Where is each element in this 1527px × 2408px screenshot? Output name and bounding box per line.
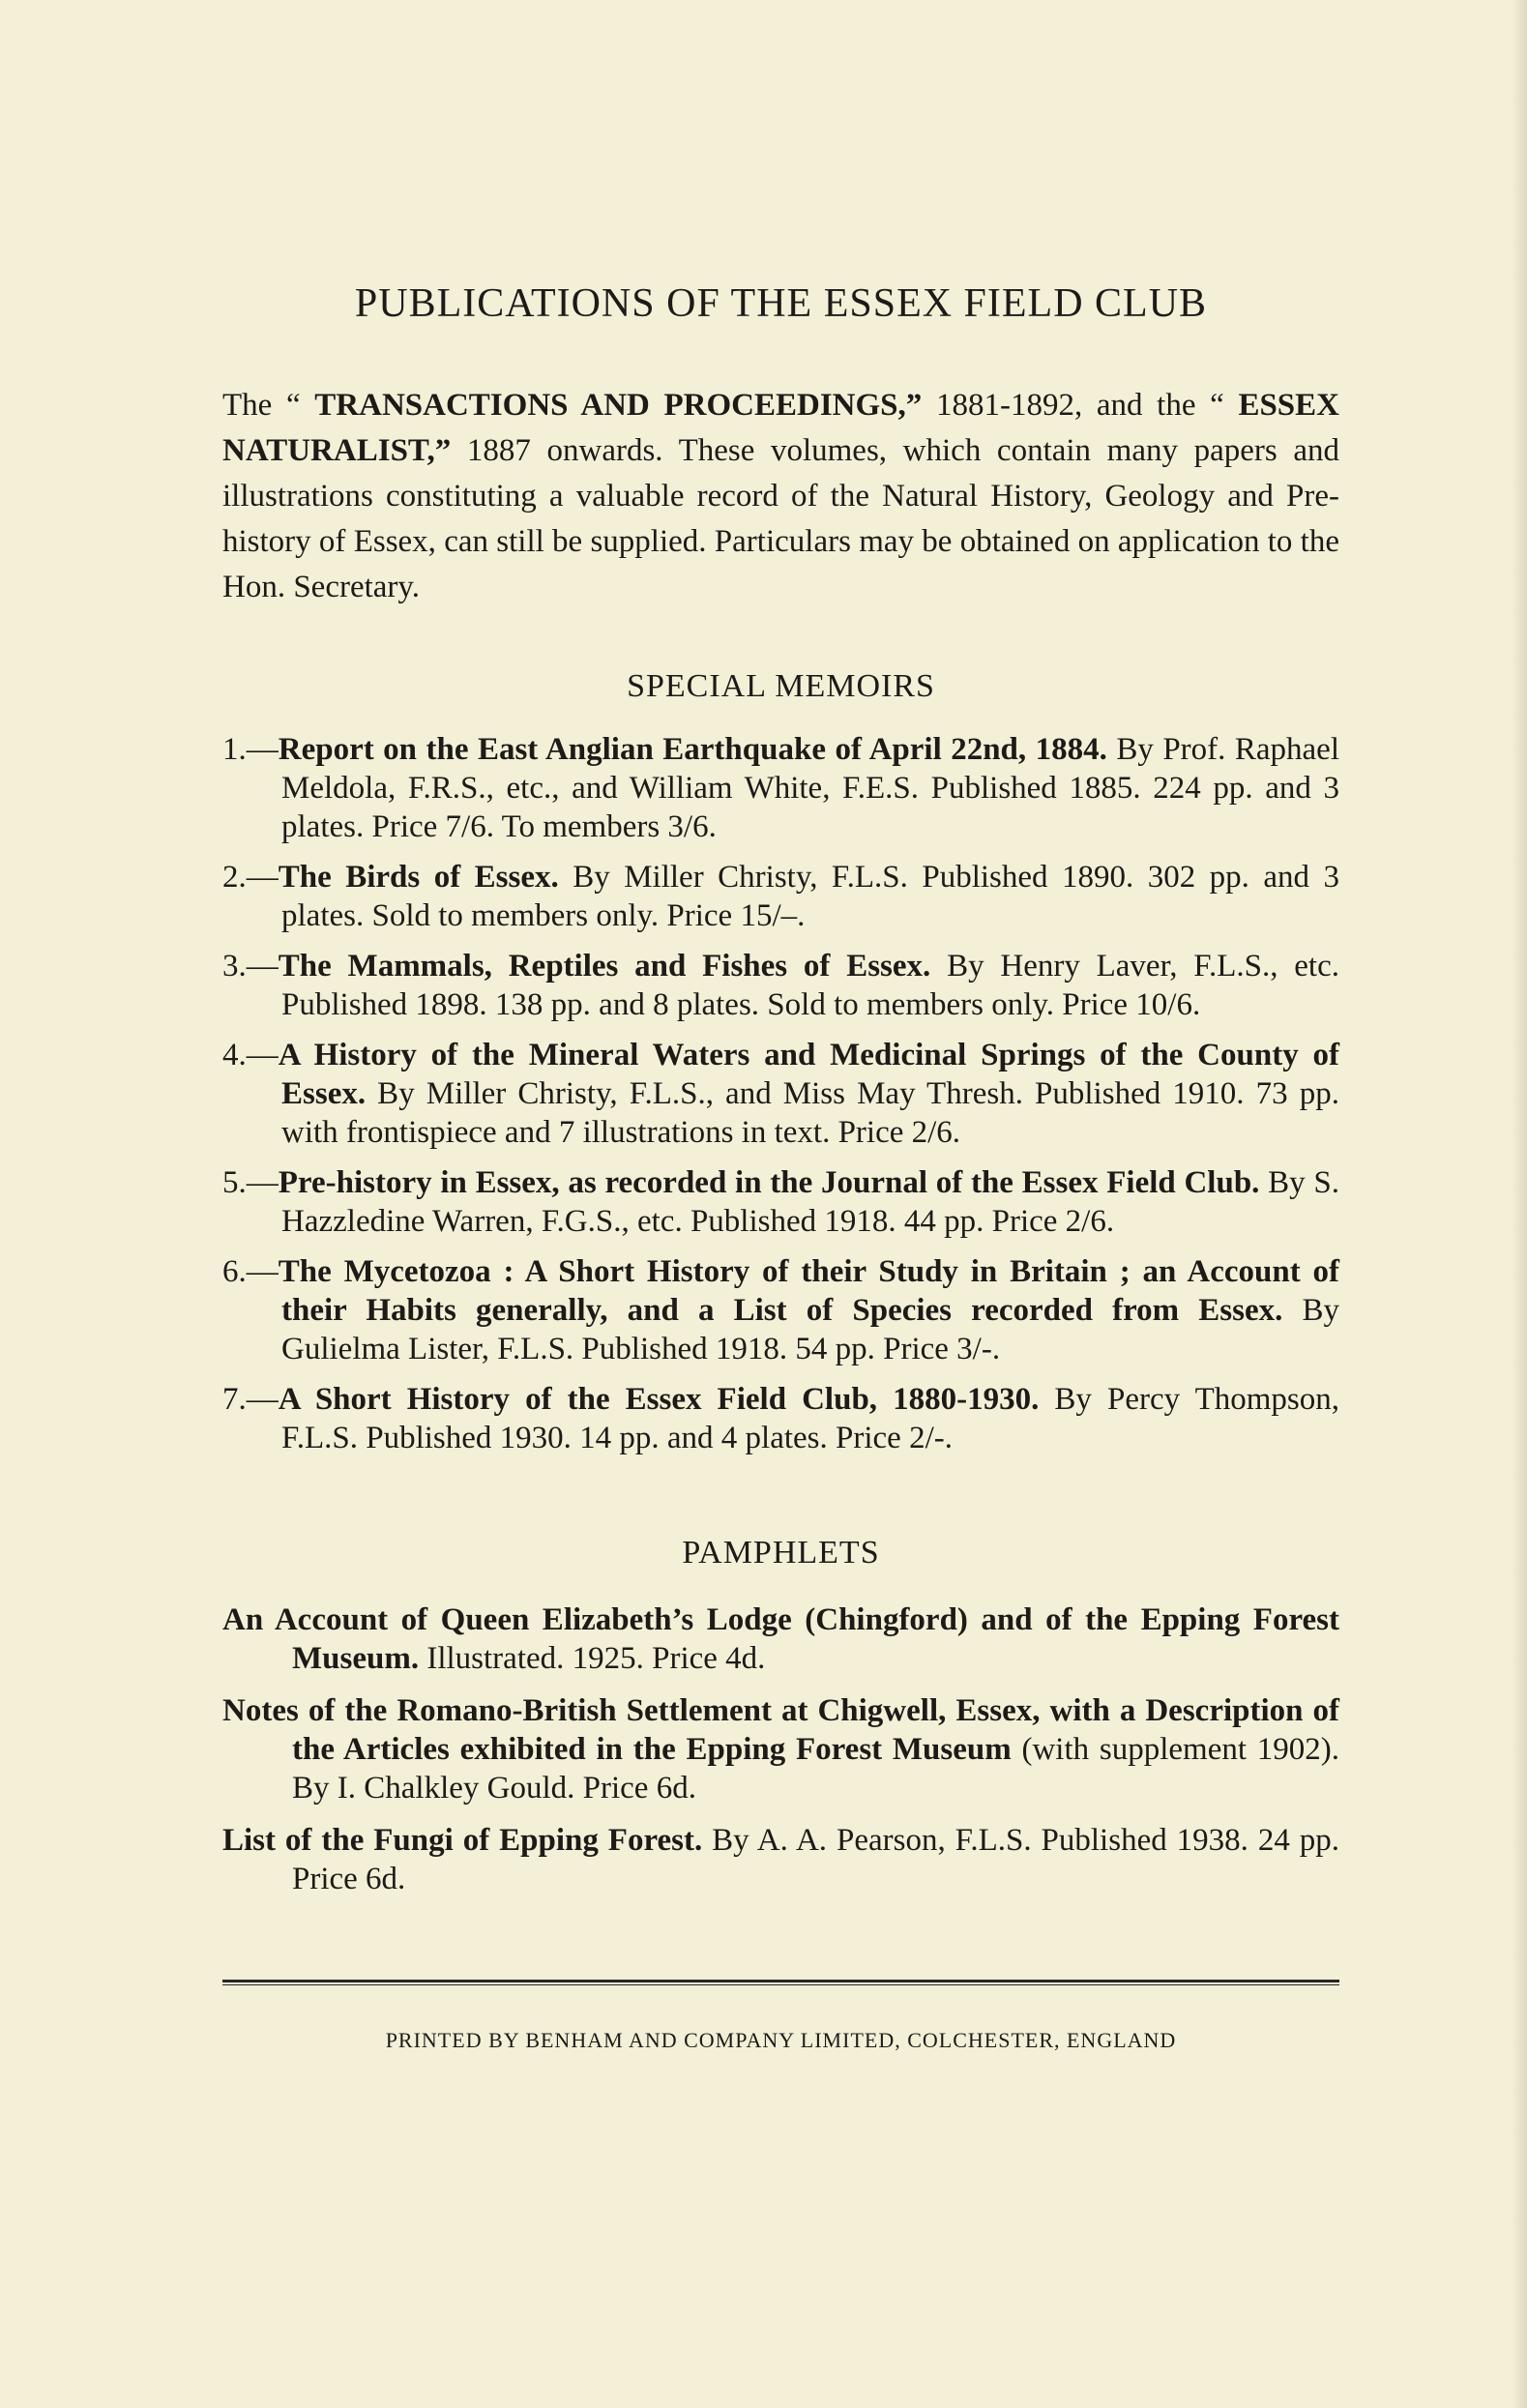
memoir-details: By Miller Christy, F.L.S. Published 1890. 302 pp. and 3 plates. Sold to members only. Price 15/–.	[281, 860, 1339, 933]
memoir-title: The Mycetozoa : A Short History of their Study in Britain ; an Account of their Habits generally, and a List of Species recorded from Essex.	[278, 1254, 1339, 1328]
memoir-title: Report on the East Anglian Earthquake of April 22nd, 1884.	[278, 732, 1107, 767]
pamphlet-item	[222, 1691, 1339, 1807]
memoir-details: By Miller Christy, F.L.S., and Miss May Thresh. Published 1910. 73 pp. with frontispiece and 7 illustrations in text. Price 2/6.	[281, 1076, 1339, 1150]
memoir-details: By Henry Laver, F.L.S., etc. Published 1898. 138 pp. and 8 plates. Sold to members only. Price 10/6.	[281, 949, 1339, 1022]
memoir-item	[222, 858, 1339, 935]
intro-text-2: 1881-1892, and the “	[922, 388, 1239, 423]
pamphlet-title: Notes of the Romano-British Settlement at Chigwell, Essex, with a Description of the Articles exhibited in the Epping Forest Museum	[222, 1693, 1339, 1767]
memoir-number: 3.—	[222, 949, 279, 984]
pamphlet-item	[222, 1821, 1339, 1898]
page-edge-shadow	[1512, 0, 1527, 2408]
intro-bold-1: TRANSACTIONS AND PROCEEDINGS,”	[314, 388, 923, 423]
intro-text-1: The “	[222, 388, 315, 423]
memoir-title: The Birds of Essex.	[278, 860, 559, 895]
memoir-number: 6.—	[222, 1254, 279, 1289]
memoir-title: The Mammals, Reptiles and Fishes of Essex.	[278, 949, 931, 984]
memoir-details: By Prof. Raphael Meldola, F.R.S., etc., and William White, F.E.S. Published 1885. 224 pp. and 3 plates. Price 7/6. To members 3/6.	[281, 732, 1339, 844]
pamphlet-details: (with supplement 1902). By I. Chalkley Gould. Price 6d.	[292, 1732, 1339, 1806]
pamphlets-heading: PAMPHLETS	[682, 1535, 880, 1571]
memoir-details: By Gulielma Lister, F.L.S. Published 1918. 54 pp. Price 3/-.	[281, 1293, 1339, 1366]
pamphlets-list	[222, 1600, 1339, 1898]
pamphlet-details: Illustrated. 1925. Price 4d.	[419, 1641, 766, 1676]
printer-imprint: PRINTED BY BENHAM AND COMPANY LIMITED, COLCHESTER, ENGLAND	[385, 2028, 1177, 2052]
memoir-title: Pre-history in Essex, as recorded in the Journal of the Essex Field Club.	[278, 1165, 1260, 1200]
memoir-number: 4.—	[222, 1038, 279, 1072]
memoir-details: By Percy Thompson, F.L.S. Published 1930. 14 pp. and 4 plates. Price 2/-.	[281, 1382, 1339, 1455]
intro-bold-2: ESSEX NATURALIST,”	[222, 388, 1339, 468]
pamphlet-details: By A. A. Pearson, F.L.S. Published 1938. 24 pp. Price 6d.	[292, 1823, 1339, 1896]
memoir-item	[222, 1163, 1339, 1241]
pamphlet-title: List of the Fungi of Epping Forest.	[222, 1823, 703, 1858]
memoir-item	[222, 1380, 1339, 1457]
document-page	[222, 280, 1339, 2053]
special-memoirs-list	[222, 730, 1339, 1457]
memoir-details: By S. Hazzledine Warren, F.G.S., etc. Published 1918. 44 pp. Price 2/6.	[281, 1165, 1339, 1239]
pamphlet-title: An Account of Queen Elizabeth’s Lodge (Chingford) and of the Epping Forest Museum.	[222, 1602, 1339, 1676]
memoir-number: 2.—	[222, 860, 279, 895]
pamphlet-item	[222, 1600, 1339, 1678]
memoir-item	[222, 1036, 1339, 1152]
memoir-title: A History of the Mineral Waters and Medicinal Springs of the County of Essex.	[278, 1038, 1339, 1111]
page-title: PUBLICATIONS OF THE ESSEX FIELD CLUB	[354, 281, 1208, 326]
memoir-title: A Short History of the Essex Field Club, 1880-1930.	[278, 1382, 1040, 1417]
memoir-number: 1.—	[222, 732, 279, 767]
memoir-item	[222, 947, 1339, 1024]
memoir-number: 5.—	[222, 1165, 279, 1200]
intro-paragraph	[222, 383, 1339, 610]
memoir-item	[222, 730, 1339, 846]
special-memoirs-heading: SPECIAL MEMOIRS	[627, 668, 935, 704]
memoir-number: 7.—	[222, 1382, 279, 1417]
footer-divider	[222, 1980, 1339, 1985]
memoir-item	[222, 1252, 1339, 1368]
intro-text-3: 1887 onwards. These volumes, which contain many papers and illustrations constituting a valuable record of the Natural History, Geology and Pre-history of Essex, can still be supplied. Particulars may be obtained on application to the Hon. Secretary.	[222, 433, 1339, 604]
